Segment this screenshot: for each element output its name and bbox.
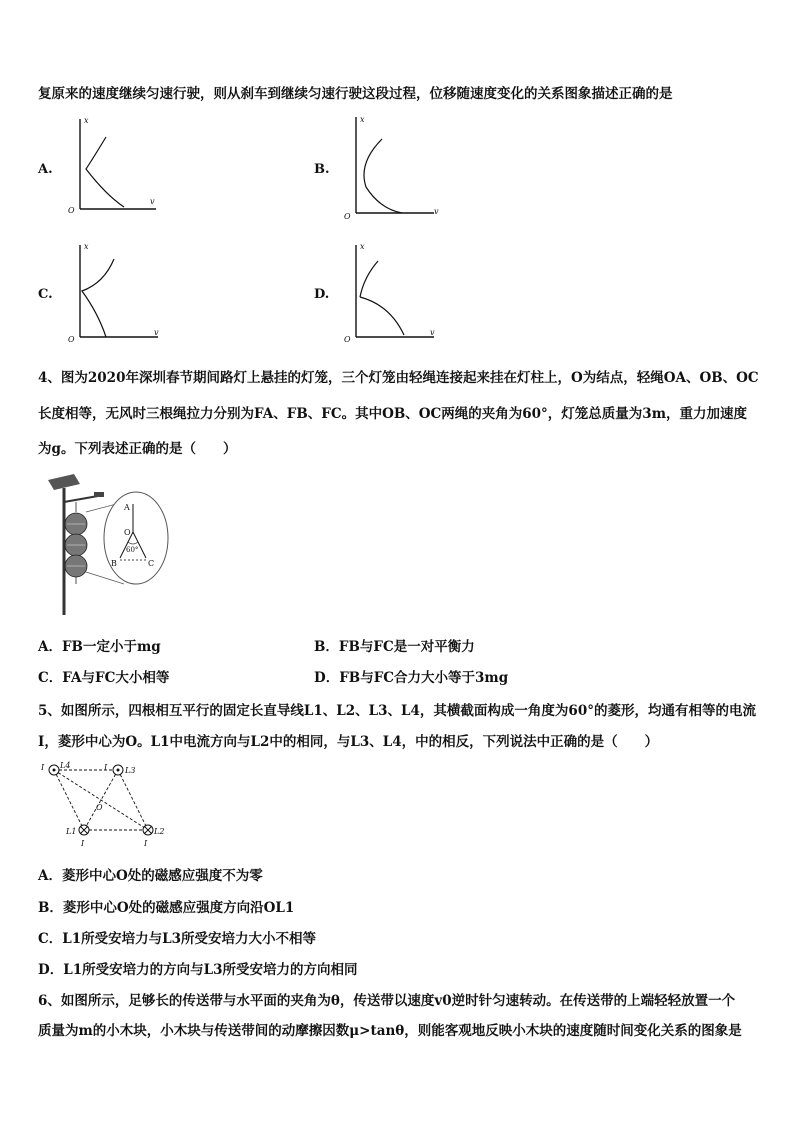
q3-graph-d-origin: O bbox=[344, 335, 351, 344]
q6-stem-line-2: 质量为m的小木块，小木块与传送带间的动摩擦因数μ>tanθ，则能客观地反映小木块的速度随时间变化关系的图象是 bbox=[38, 1023, 742, 1039]
q4-lantern-figure bbox=[40, 472, 180, 617]
q3-graph-c bbox=[66, 243, 166, 343]
q5-label-l2: L2 bbox=[154, 827, 165, 836]
q5-stem-line-1: 5、如图所示，四根相互平行的固定长直导线L1、L2、L3、L4，其横截面构成一角度为60°的菱形，均通有相等的电流 bbox=[38, 703, 756, 719]
q5-label-l1: L1 bbox=[66, 827, 77, 836]
q3-graph-d-yaxis: x bbox=[360, 242, 365, 251]
q4-option-a: A．FB一定小于mg bbox=[38, 639, 161, 655]
q4-stem-line-2: 长度相等，无风时三根绳拉力分别为FA、FB、FC。其中OB、OC两绳的夹角为60°，灯笼总质量为3m，重力加速度 bbox=[38, 406, 747, 422]
q5-current-l3: I bbox=[104, 763, 108, 772]
q3-graph-b bbox=[342, 115, 442, 220]
q4-point-b: B bbox=[111, 559, 117, 568]
q3-graph-d-xaxis: v bbox=[430, 328, 435, 337]
q6-stem-line-1: 6、如图所示，足够长的传送带与水平面的夹角为θ，传送带以速度v0逆时针匀速转动。在传送带的上端轻轻放置一个 bbox=[38, 993, 736, 1009]
q3-graph-b-origin: O bbox=[344, 212, 351, 221]
q5-option-d: D．L1所受安培力的方向与L3所受安培力的方向相同 bbox=[38, 962, 358, 978]
q4-point-o: O bbox=[124, 528, 131, 537]
q5-current-l1: I bbox=[81, 839, 85, 848]
q5-rhombus-figure bbox=[36, 758, 176, 848]
q3-option-c-label: C. bbox=[38, 287, 53, 302]
q4-stem-line-1: 4、图为2020年深圳春节期间路灯上悬挂的灯笼，三个灯笼由轻绳连接起来挂在灯柱上，O为结点，轻绳OA、OB、OC bbox=[38, 370, 759, 386]
q4-angle-label: 60° bbox=[126, 546, 139, 554]
q3-option-d-label: D. bbox=[314, 287, 330, 302]
solar-panel-icon bbox=[48, 474, 80, 490]
q4-option-c: C．FA与FC大小相等 bbox=[38, 670, 170, 686]
q5-option-c: C．L1所受安培力与L3所受安培力大小不相等 bbox=[38, 931, 317, 947]
q3-graph-c-yaxis: x bbox=[84, 242, 89, 251]
q3-graph-d bbox=[342, 243, 442, 343]
q3-graph-a-origin: O bbox=[68, 206, 75, 215]
q3-option-a-label: A. bbox=[38, 162, 53, 177]
q3-stem-tail: 复原来的速度继续匀速行驶，则从刹车到继续匀速行驶这段过程，位移随速度变化的关系图象描述正确的是 bbox=[38, 86, 673, 102]
q3-graph-a-yaxis: x bbox=[84, 116, 89, 125]
q3-graph-a bbox=[66, 115, 166, 215]
q5-option-b: B．菱形中心O处的磁感应强度方向沿OL1 bbox=[38, 900, 295, 916]
q3-graph-b-xaxis: v bbox=[434, 207, 439, 216]
q3-graph-c-xaxis: v bbox=[154, 328, 159, 337]
q5-stem-line-2: I，菱形中心为O。L1中电流方向与L2中的相同，与L3、L4，中的相反，下列说法中正确的是（ ） bbox=[38, 734, 659, 750]
q4-point-c: C bbox=[148, 559, 155, 568]
q4-point-a: A bbox=[124, 503, 130, 512]
q5-option-a: A．菱形中心O处的磁感应强度不为零 bbox=[38, 868, 263, 884]
q4-option-b: B．FB与FC是一对平衡力 bbox=[314, 639, 475, 655]
q3-option-b-label: B. bbox=[314, 162, 330, 177]
q5-center-o: O bbox=[96, 803, 103, 812]
q5-label-l3: L3 bbox=[125, 766, 136, 775]
q3-graph-b-yaxis: x bbox=[360, 115, 365, 124]
q5-current-l4: I bbox=[41, 763, 45, 772]
q3-graph-a-xaxis: v bbox=[150, 197, 155, 206]
q3-graph-c-origin: O bbox=[68, 335, 75, 344]
q5-current-l2: I bbox=[144, 839, 148, 848]
q4-option-d: D．FB与FC合力大小等于3mg bbox=[314, 670, 509, 686]
q5-label-l4: L4 bbox=[60, 761, 71, 770]
q4-stem-line-3: 为g。下列表述正确的是（ ） bbox=[38, 441, 237, 457]
lantern-icon bbox=[65, 502, 87, 584]
